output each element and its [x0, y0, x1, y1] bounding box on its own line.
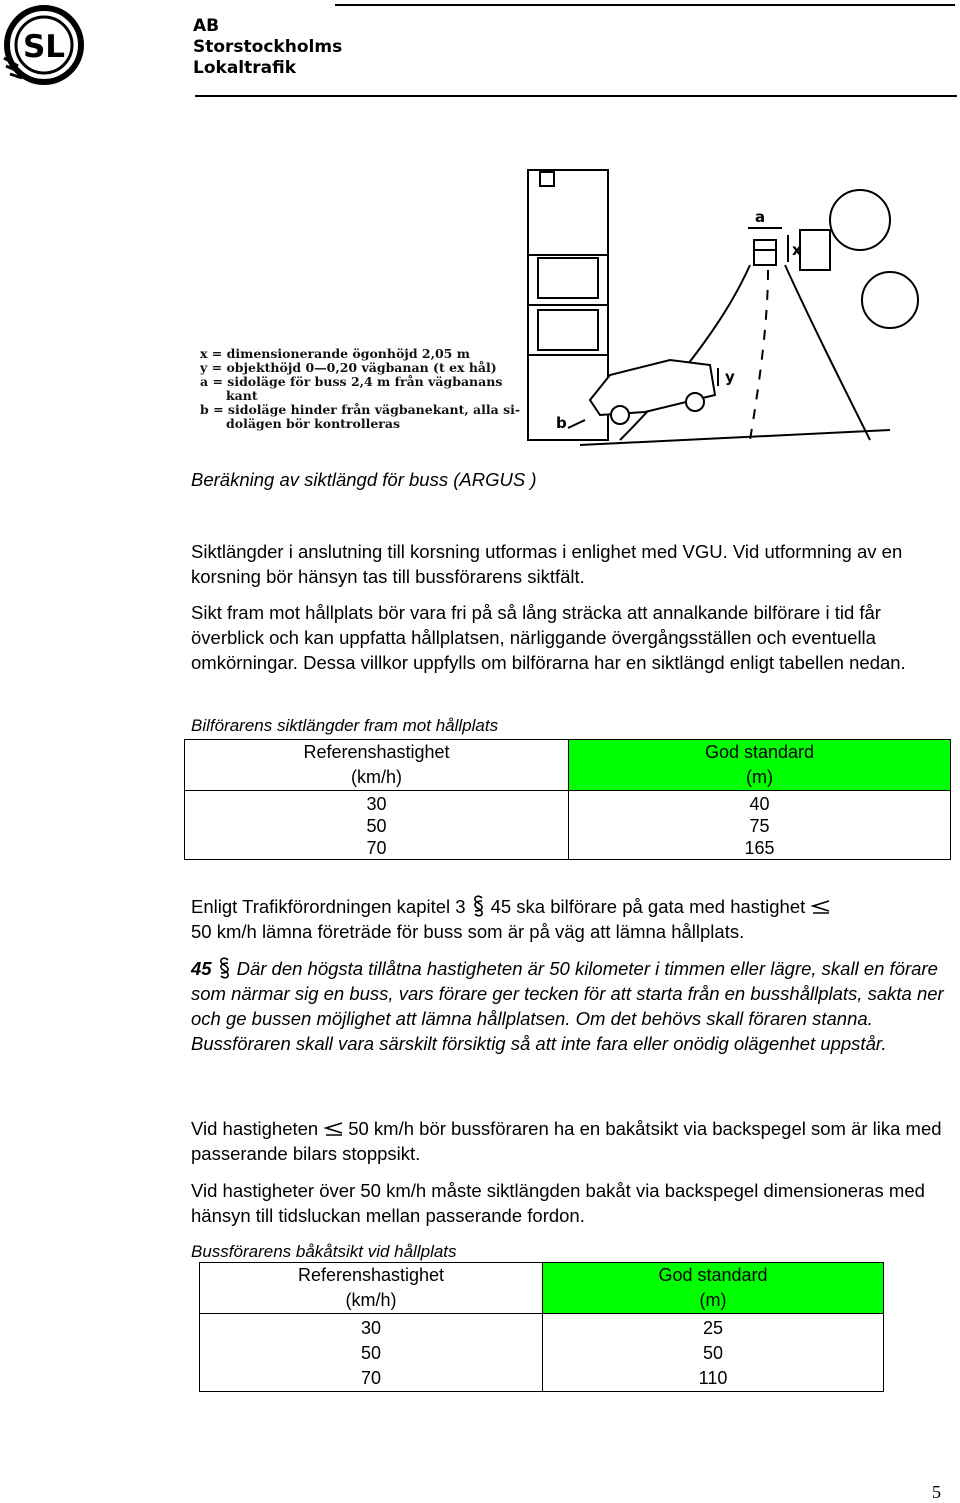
legend-line-4: kant: [226, 388, 258, 403]
page-number: 5: [932, 1482, 941, 1502]
label-y: y: [725, 368, 735, 386]
company-line-3: Lokaltrafik: [193, 58, 297, 78]
company-name: [193, 16, 342, 79]
speed-cell: 30: [360, 1318, 382, 1338]
table-driver-sight: [184, 739, 951, 860]
header-reference-speed: Referenshastighet (km/h): [200, 1263, 543, 1314]
paragraph-sight-ahead: Sikt fram mot hållplats bör vara fri på så lång sträcka att annalkande bilförare i tid får överblick och kan uppfatta hållplatsen, närliggande övergångsställen och eventuella omkörningar. Dessa villkor uppfylls om bilförarna har en siktlängd enligt tabellen nedan.: [191, 602, 906, 673]
paragraph-over-50: Vid hastigheter över 50 km/h måste siktlängden bakåt via backspegel dimensioneras med hänsyn till tidsluckan mellan passerande fordon.: [191, 1180, 925, 1226]
speed-values: [185, 791, 569, 860]
table-header-row: [200, 1263, 884, 1314]
section-sign-icon: [472, 895, 485, 917]
section-sign-icon: [218, 957, 231, 979]
header-reference-speed: Referenshastighet (km/h): [185, 740, 569, 791]
svg-text:SL: SL: [22, 29, 66, 65]
less-or-equal-icon: [322, 1122, 344, 1136]
paragraph-rear-view: Vid hastigheten 50 km/h bör bussföraren ha en bakåtsikt via backspegel som är lika med passerande bilars stoppsikt.: [191, 1118, 942, 1164]
table-bus-rear-sight: [199, 1262, 884, 1392]
paragraph-ordinance: Enligt Trafikförordningen kapitel 3 45 ska bilförare på gata med hastighet 50 km/h lämna företräde för buss som är på väg att lämna hållplats.: [191, 894, 951, 944]
sl-logo: [2, 2, 88, 88]
distance-cell: 40: [749, 794, 770, 814]
table2-title: Bussförarens båkåtsikt vid hållplats: [191, 1242, 457, 1261]
law-section-number: 45: [191, 958, 212, 979]
sight-distance-illustration: [190, 150, 920, 455]
company-line-2: Storstockholms: [193, 37, 343, 57]
speed-cell: 70: [360, 1368, 382, 1388]
less-or-equal-icon: [809, 900, 831, 914]
speed-cell: 50: [360, 1343, 382, 1363]
speed-cell: 70: [366, 838, 387, 858]
paragraph-intersection: Siktlängder i anslutning till korsning utformas i enlighet med VGU. Vid utformning av en korsning bör hänsyn tas till bussförarens siktfält.: [191, 541, 903, 587]
distance-values: [543, 1314, 884, 1392]
legend-line-5: b = sidoläge hinder från vägbanekant, alla si-: [200, 402, 521, 417]
distance-cell: 75: [749, 816, 770, 836]
header-rule-bottom: [195, 95, 957, 97]
table1-title: Bilförarens siktlängder fram mot hållplats: [191, 716, 499, 735]
table-row: [200, 1314, 884, 1392]
legend-line-3: a = sidoläge för buss 2,4 m från vägbanans: [200, 374, 503, 389]
label-a: a: [755, 208, 766, 226]
header-good-standard: God standard (m): [543, 1263, 884, 1314]
speed-cell: 30: [366, 794, 387, 814]
company-line-1: AB: [193, 16, 220, 36]
header-good-standard: God standard (m): [569, 740, 951, 791]
label-x: x: [792, 241, 802, 259]
figure-caption: Beräkning av siktlängd för buss (ARGUS ): [191, 469, 537, 490]
bus-drawing: [754, 240, 776, 265]
table-row: [185, 791, 951, 860]
header-rule-top: [335, 4, 955, 6]
distance-cell: 165: [744, 838, 775, 858]
distance-cell: 110: [698, 1368, 728, 1388]
speed-cell: 50: [366, 816, 387, 836]
legend-line-1: x = dimensionerande ögonhöjd 2,05 m: [200, 346, 470, 361]
distance-values: [569, 791, 951, 860]
speed-values: [200, 1314, 543, 1392]
law-quote: 45 Där den högsta tillåtna hastigheten är 50 kilometer i timmen eller lägre, skall en förare som närmar sig en buss, vars förare ger tecken för att starta från en busshållplats, sakta ner och ge bussen möjlighet att lämna hållplatsen. Om det behövs skall föraren stanna. Bussföraren skall vara särskilt försiktig så att inte fara eller onödig olägenhet uppstår.: [191, 958, 944, 1054]
legend-line-2: y = objekthöjd 0—0,20 vägbanan (t ex hål): [200, 360, 497, 375]
distance-cell: 50: [702, 1343, 724, 1363]
trees-drawing: [800, 190, 918, 328]
label-b: b: [556, 414, 567, 432]
distance-cell: 25: [702, 1318, 724, 1338]
legend-line-6: dolägen bör kontrolleras: [226, 416, 401, 431]
table-header-row: [185, 740, 951, 791]
